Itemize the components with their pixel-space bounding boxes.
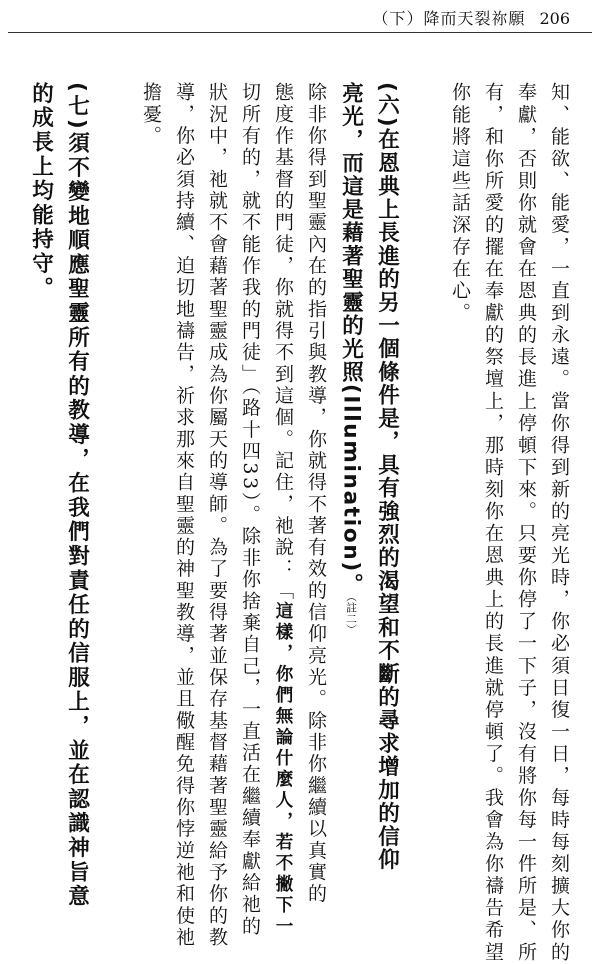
text-column-2: 奉獻，否則你就會在恩典的長進上停頓下來。只要你停了一下子，沒有將你每一件所是、所 bbox=[515, 82, 537, 964]
text-column-8 bbox=[273, 82, 292, 938]
header-rule bbox=[8, 32, 592, 33]
section-heading-6: (六)在恩典上長進的另一個條件是，具有強烈的渴望和不斷的尋求增加的信仰 bbox=[374, 82, 400, 872]
chapter-title: （下）降而天裂祢願 bbox=[372, 9, 526, 28]
section-heading-7: (七)須不變地順應聖靈所有的教導，在我們對責任的信服上，並在認識神旨意 bbox=[64, 82, 90, 909]
text-column-12: 擔憂。 bbox=[140, 82, 162, 147]
text-column-1: 知、能欲、能愛，一直到永遠。當你得到新的亮光時，你必須日復一日，每時每刻擴大你的 bbox=[548, 82, 570, 964]
text-column-7: 除非你得到聖靈內在的指引與教導，你就得不著有效的信仰亮光。除非你繼續以真實的 bbox=[305, 82, 327, 906]
heading-6-text: 亮光，而這是藉著聖靈的光照(Illumination)。 bbox=[338, 82, 364, 597]
text-column-11: 導，你必須持續、迫切地禱告，祈求那來自聖靈的神聖教導，並且儆醒免得你悖逆祂和使祂 bbox=[173, 82, 195, 949]
text-column-3: 有，和你所愛的擺在奉獻的祭壇上，那時刻你在恩典上的長進就停頓了。我會為你禱告希望 bbox=[482, 82, 504, 964]
endnote-reference: （註二） bbox=[344, 596, 358, 635]
text-column-8-plain: 態度作基督的門徒，你就得不到這個。記住，祂說：「 bbox=[272, 82, 294, 602]
section-heading-7-cont: 的成長上均能持守。 bbox=[28, 82, 54, 301]
text-column-4: 你能將這些話深存在心。 bbox=[449, 82, 471, 325]
text-column-10: 狀況中，祂就不會藉著聖靈成為你屬天的導師。為了要得著並保存基督藉著聖靈給予你的教 bbox=[206, 82, 228, 949]
text-column-9: 切所有的，就不能作我的門徒」（路十四33）。除非你捨棄自己，一直活在繼續奉獻給祂的 bbox=[239, 82, 261, 938]
section-heading-6-cont bbox=[340, 82, 362, 635]
running-header bbox=[372, 6, 570, 29]
page-number: 206 bbox=[539, 9, 570, 28]
scripture-quote: 這樣，你們無論什麼人，若不撇下一 bbox=[273, 601, 293, 938]
